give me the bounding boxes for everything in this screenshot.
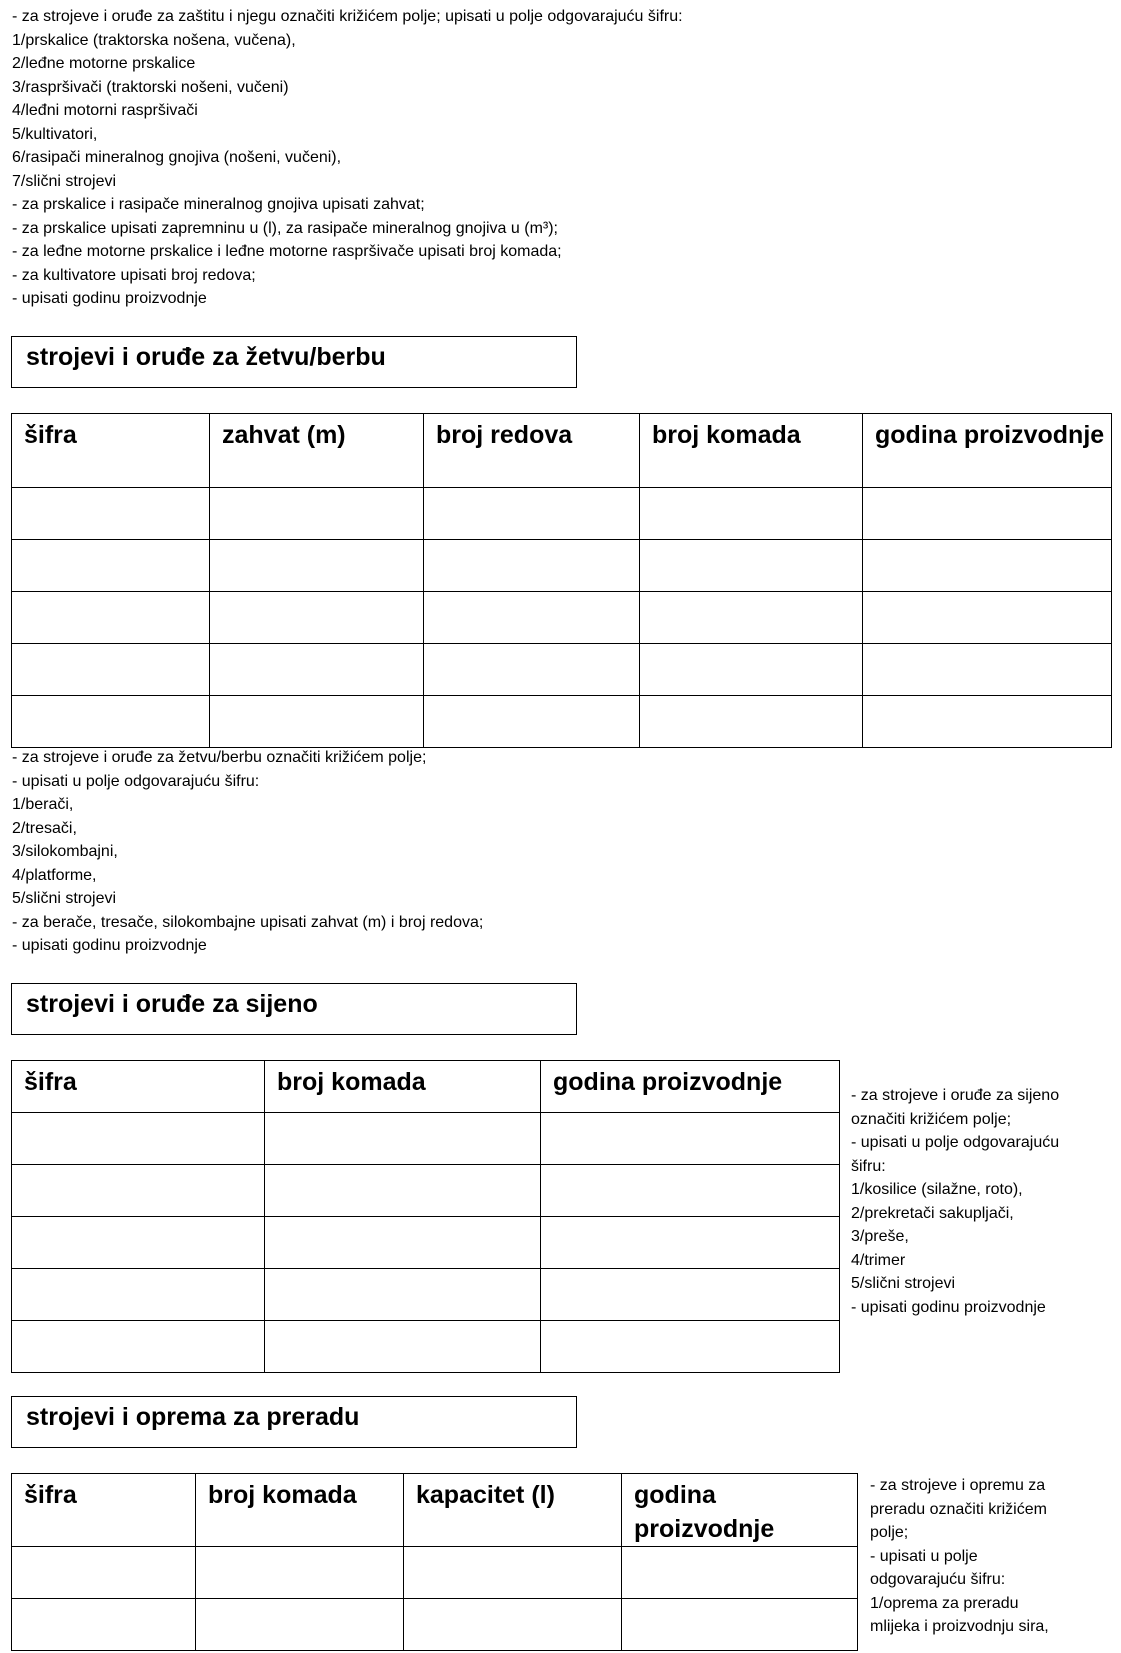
table-cell-input[interactable]: [12, 488, 210, 540]
note-line: - za berače, tresače, silokombajne upisati zahvat (m) i broj redova;: [12, 913, 484, 931]
table-cell-input[interactable]: [265, 1269, 541, 1321]
table-row: [12, 540, 1112, 592]
table-cell-input[interactable]: [424, 592, 640, 644]
note-line: 6/rasipači mineralnog gnojiva (nošeni, vučeni),: [12, 149, 342, 166]
column-header: šifra: [12, 1061, 265, 1113]
table-cell-input[interactable]: [12, 1321, 265, 1373]
table-cell-input[interactable]: [265, 1165, 541, 1217]
table-cell-input[interactable]: [863, 488, 1112, 540]
note-line: označiti križićem polje;: [851, 1110, 1012, 1128]
table-cell-input[interactable]: [196, 1599, 404, 1651]
processing-notes: [870, 1474, 1049, 1639]
table-cell-input[interactable]: [424, 540, 640, 592]
note-line: - upisati godinu proizvodnje: [851, 1298, 1046, 1316]
note-line: - upisati u polje odgovarajuću šifru:: [12, 772, 260, 790]
table-cell-input[interactable]: [12, 1599, 196, 1651]
note-line: 5/slični strojevi: [12, 890, 117, 907]
hay-section-title: strojevi i oruđe za sijeno: [11, 983, 577, 1035]
column-header: godina proizvodnje: [863, 414, 1112, 488]
harvest-section-title: strojevi i oruđe za žetvu/berbu: [11, 336, 577, 388]
note-line: 3/raspršivači (traktorski nošeni, vučeni): [12, 78, 289, 96]
table-cell-input[interactable]: [640, 644, 863, 696]
table-cell-input[interactable]: [210, 540, 424, 592]
harvest-table: [11, 413, 1112, 748]
note-line: 3/preše,: [851, 1228, 909, 1245]
column-header: godina proizvodnje: [541, 1061, 840, 1113]
table-cell-input[interactable]: [404, 1547, 622, 1599]
note-line: mlijeka i proizvodnju sira,: [870, 1618, 1049, 1635]
column-header: broj komada: [265, 1061, 541, 1113]
table-cell-input[interactable]: [265, 1217, 541, 1269]
note-line: 3/silokombajni,: [12, 843, 118, 860]
table-header-row: [12, 1474, 858, 1547]
table-cell-input[interactable]: [863, 696, 1112, 748]
table-row: [12, 1165, 840, 1217]
processing-section-title: strojevi i oprema za preradu: [11, 1396, 577, 1448]
table-row: [12, 1217, 840, 1269]
table-header-row: [12, 1061, 840, 1113]
note-line: 4/trimer: [851, 1251, 906, 1269]
note-line: 2/tresači,: [12, 819, 77, 837]
table-row: [12, 1321, 840, 1373]
column-header: šifra: [12, 1474, 196, 1547]
protection-notes: [12, 5, 683, 311]
note-line: - za strojeve i oruđe za sijeno: [851, 1087, 1060, 1104]
note-line: 7/slični strojevi: [12, 172, 117, 190]
table-cell-input[interactable]: [12, 1217, 265, 1269]
table-cell-input[interactable]: [863, 540, 1112, 592]
processing-table: [11, 1473, 858, 1651]
table-cell-input[interactable]: [622, 1599, 858, 1651]
column-header: broj komada: [640, 414, 863, 488]
table-row: [12, 592, 1112, 644]
table-cell-input[interactable]: [640, 540, 863, 592]
table-cell-input[interactable]: [640, 488, 863, 540]
table-row: [12, 1547, 858, 1599]
column-header: šifra: [12, 414, 210, 488]
table-cell-input[interactable]: [863, 592, 1112, 644]
note-line: 5/kultivatori,: [12, 125, 98, 143]
note-line: 4/platforme,: [12, 866, 97, 884]
hay-table: [11, 1060, 840, 1373]
table-cell-input[interactable]: [210, 644, 424, 696]
table-row: [12, 644, 1112, 696]
table-cell-input[interactable]: [541, 1165, 840, 1217]
note-line: - za strojeve i oruđe za zaštitu i njegu označiti križićem polje; upisati u polje odgovarajuću šifru:: [12, 8, 683, 25]
note-line: - za strojeve i opremu za: [870, 1477, 1046, 1494]
table-cell-input[interactable]: [863, 644, 1112, 696]
table-cell-input[interactable]: [424, 488, 640, 540]
note-line: 2/leđne motorne prskalice: [12, 55, 196, 72]
table-row: [12, 1599, 858, 1651]
note-line: šifru:: [851, 1157, 886, 1175]
note-line: - za kultivatore upisati broj redova;: [12, 266, 256, 284]
note-line: 2/prekretači sakupljači,: [851, 1204, 1014, 1222]
note-line: 1/oprema za preradu: [870, 1594, 1019, 1612]
note-line: - upisati godinu proizvodnje: [12, 937, 207, 954]
table-cell-input[interactable]: [265, 1321, 541, 1373]
note-line: 5/slični strojevi: [851, 1275, 956, 1292]
table-cell-input[interactable]: [622, 1547, 858, 1599]
hay-notes: [851, 1084, 1059, 1319]
table-row: [12, 1269, 840, 1321]
table-cell-input[interactable]: [12, 1113, 265, 1165]
table-cell-input[interactable]: [541, 1269, 840, 1321]
table-cell-input[interactable]: [640, 592, 863, 644]
note-line: odgovarajuću šifru:: [870, 1571, 1006, 1588]
table-header-row: [12, 414, 1112, 488]
table-cell-input[interactable]: [424, 696, 640, 748]
table-cell-input[interactable]: [541, 1217, 840, 1269]
note-line: 1/prskalice (traktorska nošena, vučena),: [12, 31, 296, 49]
table-cell-input[interactable]: [12, 1165, 265, 1217]
note-line: - za prskalice i rasipače mineralnog gnojiva upisati zahvat;: [12, 196, 425, 213]
note-line: - za strojeve i oruđe za žetvu/berbu označiti križićem polje;: [12, 749, 427, 766]
note-line: 4/leđni motorni raspršivači: [12, 102, 198, 119]
note-line: - upisati godinu proizvodnje: [12, 290, 207, 307]
table-cell-input[interactable]: [210, 696, 424, 748]
note-line: preradu označiti križićem: [870, 1500, 1047, 1518]
note-line: - upisati u polje: [870, 1547, 978, 1565]
note-line: - upisati u polje odgovarajuću: [851, 1134, 1060, 1151]
column-header: kapacitet (l): [404, 1474, 622, 1547]
note-line: - za prskalice upisati zapremninu u (l), za rasipače mineralnog gnojiva u (m³);: [12, 219, 558, 237]
table-cell-input[interactable]: [12, 540, 210, 592]
table-cell-input[interactable]: [424, 644, 640, 696]
note-line: 1/kosilice (silažne, roto),: [851, 1181, 1023, 1198]
column-header: godina proizvodnje: [622, 1474, 858, 1547]
note-line: - za leđne motorne prskalice i leđne motorne raspršivače upisati broj komada;: [12, 243, 562, 260]
table-cell-input[interactable]: [12, 1547, 196, 1599]
table-cell-input[interactable]: [12, 592, 210, 644]
table-cell-input[interactable]: [196, 1547, 404, 1599]
table-cell-input[interactable]: [12, 644, 210, 696]
table-cell-input[interactable]: [210, 488, 424, 540]
table-row: [12, 1113, 840, 1165]
note-line: polje;: [870, 1524, 909, 1541]
column-header: broj komada: [196, 1474, 404, 1547]
table-cell-input[interactable]: [640, 696, 863, 748]
table-cell-input[interactable]: [12, 1269, 265, 1321]
note-line: 1/berači,: [12, 796, 74, 813]
table-cell-input[interactable]: [265, 1113, 541, 1165]
column-header: zahvat (m): [210, 414, 424, 488]
table-cell-input[interactable]: [404, 1599, 622, 1651]
table-cell-input[interactable]: [12, 696, 210, 748]
table-cell-input[interactable]: [541, 1321, 840, 1373]
harvest-notes: [12, 746, 483, 958]
table-row: [12, 696, 1112, 748]
column-header: broj redova: [424, 414, 640, 488]
table-row: [12, 488, 1112, 540]
table-cell-input[interactable]: [210, 592, 424, 644]
table-cell-input[interactable]: [541, 1113, 840, 1165]
